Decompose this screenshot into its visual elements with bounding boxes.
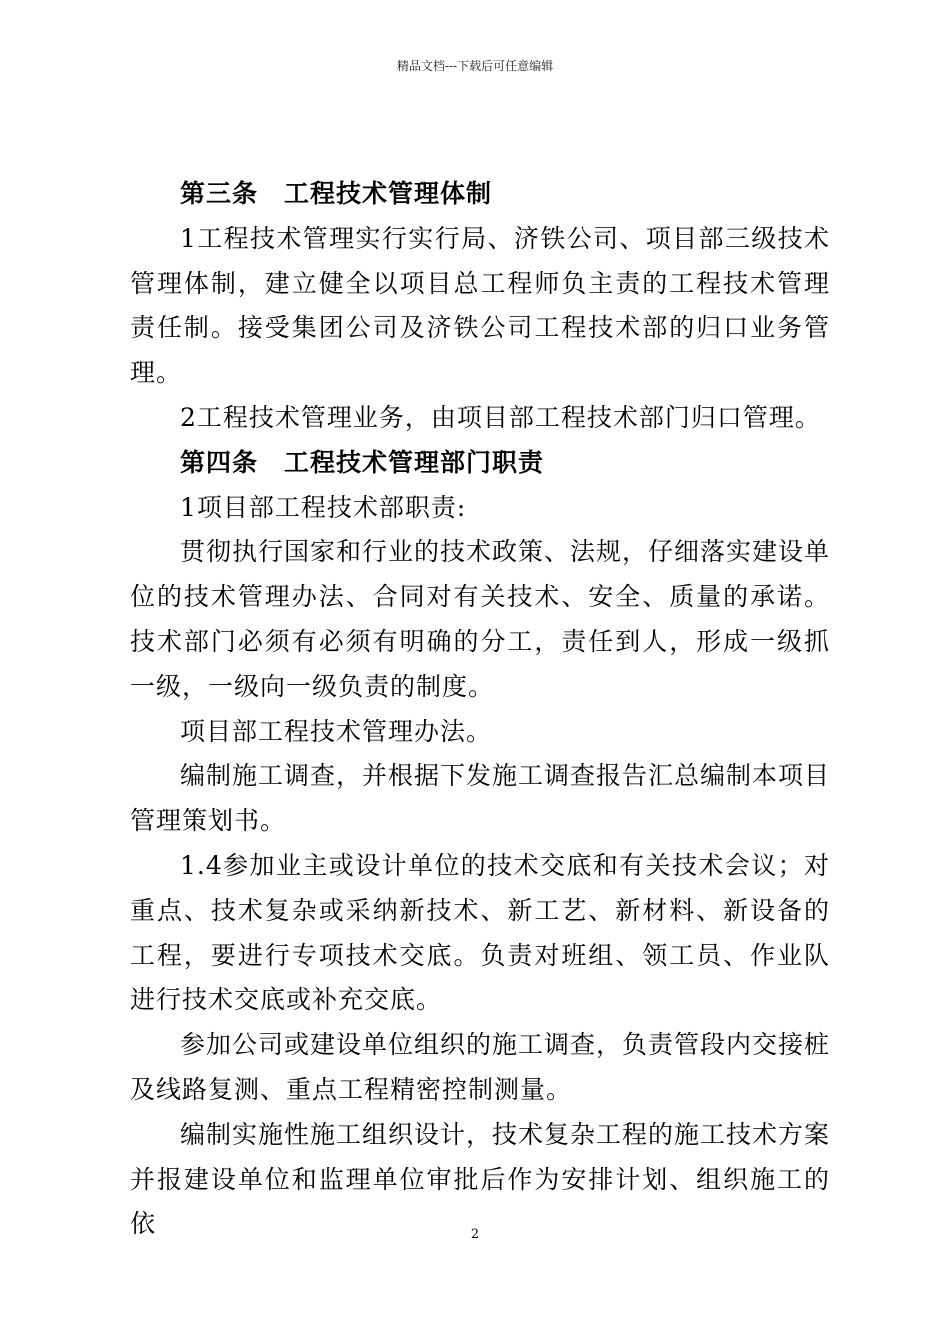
article-heading-3: 第三条 工程技术管理体制: [180, 179, 493, 208]
page-header: 精品文档---下载后可任意编辑: [396, 59, 554, 73]
paragraph: 1项目部工程技术部职责:: [180, 492, 467, 522]
document-body: [130, 172, 830, 1247]
paragraph: 编制实施性施工组织设计，技术复杂工程的施工技术方案并报建设单位和监理单位审批后作为安排计划、组织施工的依: [130, 1119, 831, 1239]
paragraph: 1工程技术管理实行实行局、济铁公司、项目部三级技术管理体制，建立健全以项目总工程师负主责的工程技术管理责任制。接受集团公司及济铁公司工程技术部的归口业务管理。: [130, 223, 830, 388]
paragraph: 编制施工调查，并根据下发施工调查报告汇总编制本项目管理策划书。: [130, 761, 831, 836]
page-number: 2: [470, 1227, 480, 1242]
paragraph: 2工程技术管理业务，由项目部工程技术部门归口管理。: [180, 402, 821, 432]
paragraph: 项目部工程技术管理办法。: [180, 716, 493, 746]
paragraph: 参加公司或建设单位组织的施工调查，负责管段内交接桩及线路复测、重点工程精密控制测量。: [130, 1030, 831, 1104]
paragraph: 1.4参加业主或设计单位的技术交底和有关技术会议；对重点、技术复杂或采纳新技术、新工艺、新材料、新设备的工程，要进行专项技术交底。负责对班组、领工员、作业队进行技术交底或补充交底。: [130, 850, 830, 1015]
paragraph: 贯彻执行国家和行业的技术政策、法规，仔细落实建设单位的技术管理办法、合同对有关技术、安全、质量的承诺。技术部门必须有必须有明确的分工，责任到人，形成一级抓一级，一级向一级负责的制度。: [130, 537, 831, 701]
article-heading-4: 第四条 工程技术管理部门职责: [180, 447, 545, 477]
